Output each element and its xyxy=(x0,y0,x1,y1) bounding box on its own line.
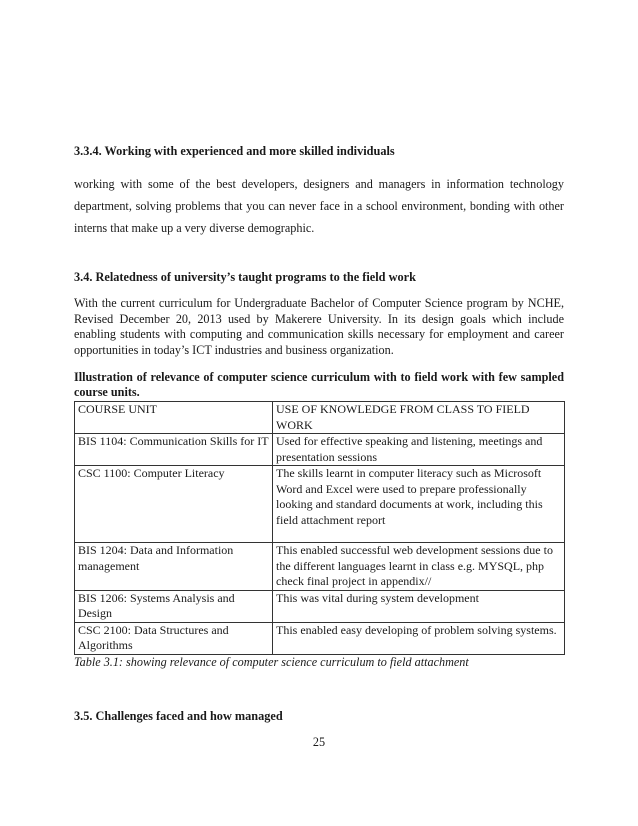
table-row xyxy=(75,466,565,543)
knowledge-use-cell: The skills learnt in computer literacy such as Microsoft Word and Excel were used to prepare professionally looking and standard documents at work, including this field attachment report xyxy=(273,466,565,543)
table-row xyxy=(75,590,565,622)
page-number: 25 xyxy=(312,735,326,749)
course-unit-cell: BIS 1206: Systems Analysis and Design xyxy=(75,590,273,622)
table-caption: Table 3.1: showing relevance of computer science curriculum to field attachment xyxy=(74,655,469,669)
course-unit-cell: BIS 1204: Data and Information management xyxy=(75,543,273,591)
header-use-of-knowledge: USE OF KNOWLEDGE FROM CLASS TO FIELD WORK xyxy=(273,402,565,434)
header-course-unit: COURSE UNIT xyxy=(75,402,273,434)
table-header-row xyxy=(75,402,565,434)
knowledge-use-cell: Used for effective speaking and listening, meetings and presentation sessions xyxy=(273,434,565,466)
section-body-3-3-4: working with some of the best developers, designers and managers in information technology department, solving problems that you can never face in a school environment, bonding with other interns that make up a very diverse demographic. xyxy=(74,177,564,235)
knowledge-use-cell: This enabled successful web development sessions due to the different languages learnt in class e.g. MYSQL, php check final project in appendix// xyxy=(273,543,565,591)
knowledge-use-cell: This enabled easy developing of problem solving systems. xyxy=(273,622,565,654)
course-unit-cell: BIS 1104: Communication Skills for IT xyxy=(75,434,273,466)
table-row xyxy=(75,622,565,654)
section-heading-3-3-4: 3.3.4. Working with experienced and more skilled individuals xyxy=(74,144,395,158)
curriculum-table xyxy=(74,401,565,655)
document-page xyxy=(74,0,564,826)
table-row xyxy=(75,543,565,591)
course-unit-cell: CSC 1100: Computer Literacy xyxy=(75,466,273,543)
course-unit-cell: CSC 2100: Data Structures and Algorithms xyxy=(75,622,273,654)
section-heading-3-5: 3.5. Challenges faced and how managed xyxy=(74,709,283,723)
section-body-3-4: With the current curriculum for Undergraduate Bachelor of Computer Science program by NCHE, Revised December 20, 2013 used by Makerere University. In its design goals which include enabling students with computing and communication skills necessary for employment and career opportunities in today’s ICT industries and business organization. xyxy=(74,296,564,357)
table-title: Illustration of relevance of computer science curriculum with to field work with few sampled course units. xyxy=(74,370,564,399)
table-row xyxy=(75,434,565,466)
section-heading-3-4: 3.4. Relatedness of university’s taught programs to the field work xyxy=(74,270,416,284)
knowledge-use-cell: This was vital during system development xyxy=(273,590,565,622)
